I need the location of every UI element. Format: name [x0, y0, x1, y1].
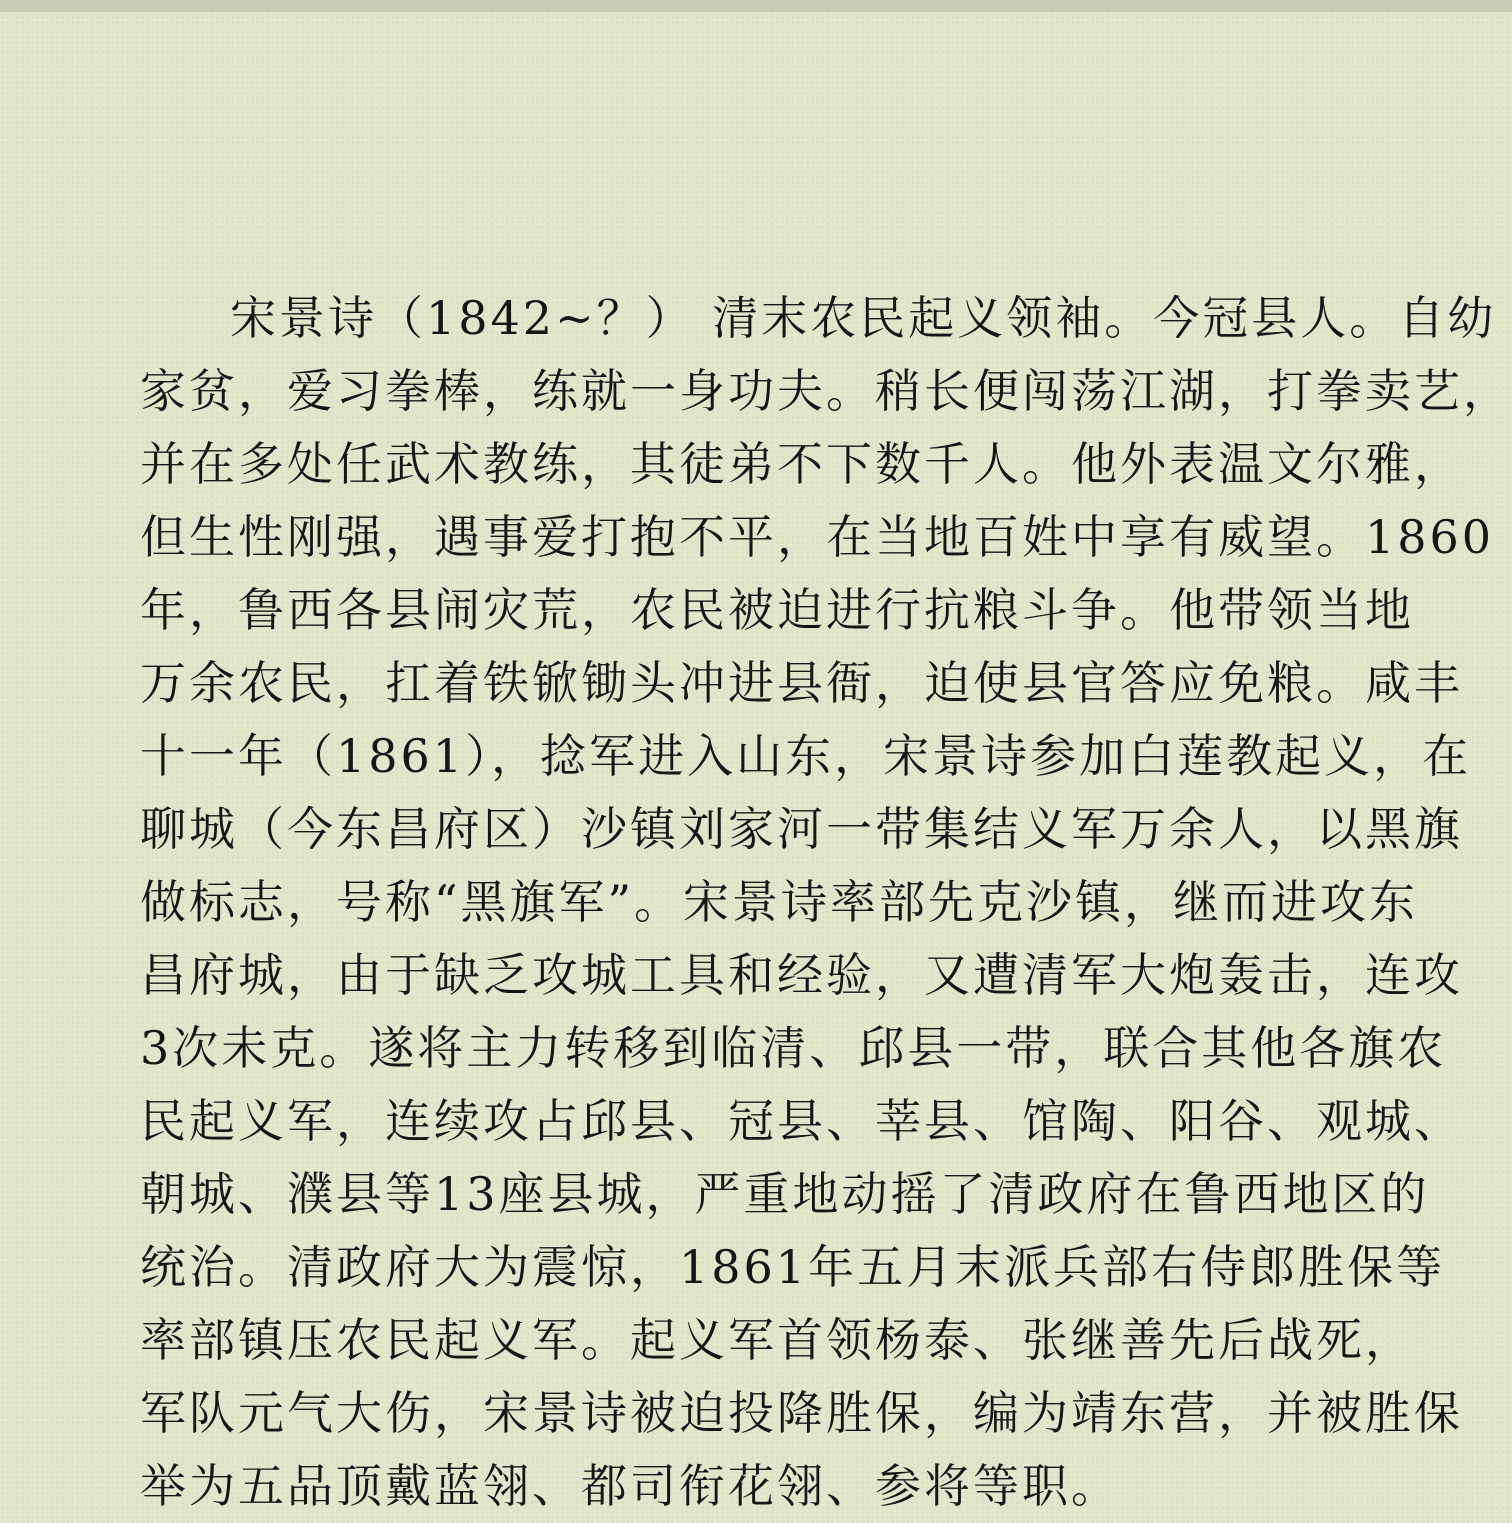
text-line: 并在多处任武术教练，其徒弟不下数千人。他外表温文尔雅，	[140, 437, 1463, 491]
text-line: 但生性刚强，遇事爱打抱不平，在当地百姓中享有威望。1860	[140, 510, 1495, 564]
text-line: 率部镇压农民起义军。起义军首领杨泰、张继善先后战死，	[140, 1313, 1414, 1367]
text-line: 朝城、濮县等13座县城，严重地动摇了清政府在鲁西地区的	[140, 1167, 1430, 1221]
text-line: 举为五品顶戴蓝翎、都司衔花翎、参将等职。	[140, 1459, 1120, 1513]
text-line: 统治。清政府大为震惊，1861年五月末派兵部右侍郎胜保等	[140, 1240, 1446, 1294]
article-text-block	[140, 282, 1512, 1513]
text-line: 昌府城，由于缺乏攻城工具和经验，又遭清军大炮轰击，连攻	[140, 948, 1463, 1002]
top-border	[0, 0, 1512, 12]
text-line: 聊城（今东昌府区）沙镇刘家河一带集结义军万余人，以黑旗	[140, 802, 1463, 856]
text-line: 万余农民，扛着铁锨锄头冲进县衙，迫使县官答应免粮。咸丰	[140, 656, 1463, 710]
text-line: 宋景诗（1842~？） 清末农民起义领袖。今冠县人。自幼	[230, 291, 1497, 345]
text-line: 3次未克。遂将主力转移到临清、邱县一带，联合其他各旗农	[140, 1021, 1447, 1075]
text-line: 做标志，号称“黑旗军”。宋景诗率部先克沙镇，继而进攻东	[140, 875, 1419, 929]
text-line: 民起义军，连续攻占邱县、冠县、莘县、馆陶、阳谷、观城、	[140, 1094, 1463, 1148]
text-line: 年，鲁西各县闹灾荒，农民被迫进行抗粮斗争。他带领当地	[140, 583, 1414, 637]
text-line: 军队元气大伤，宋景诗被迫投降胜保，编为靖东营，并被胜保	[140, 1386, 1463, 1440]
text-line: 家贫，爱习拳棒，练就一身功夫。稍长便闯荡江湖，打拳卖艺，	[140, 364, 1512, 418]
text-line: 十一年（1861），捻军进入山东，宋景诗参加白莲教起义，在	[140, 729, 1472, 783]
